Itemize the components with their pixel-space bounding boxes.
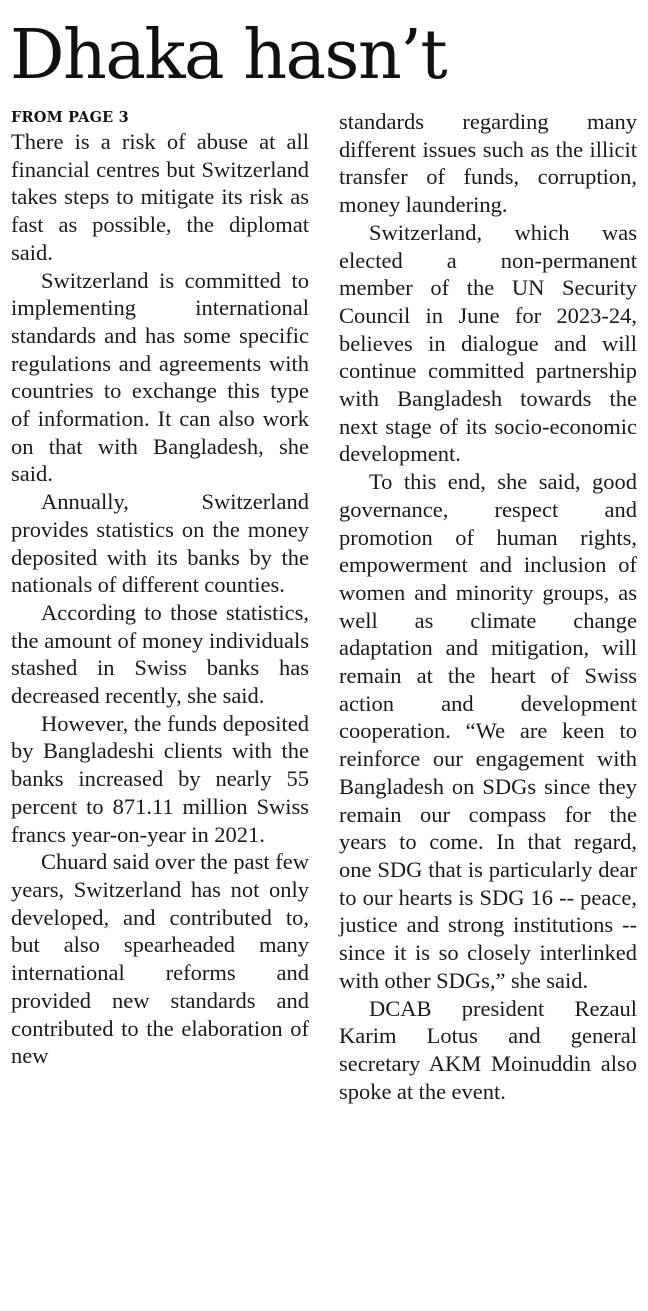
left-column bbox=[11, 108, 309, 1070]
body-paragraph: According to those statistics, the amount of money individuals stashed in Swiss banks has decreased recently, she said. bbox=[11, 599, 309, 709]
body-paragraph: DCAB president Rezaul Karim Lotus and general secretary AKM Moinuddin also spoke at the event. bbox=[339, 995, 637, 1104]
continuation-kicker: FROM PAGE 3 bbox=[11, 109, 129, 126]
body-paragraph: Annually, Switzerland provides statistics on the money deposited with its banks by the nationals of different counties. bbox=[11, 489, 309, 598]
body-paragraph: standards regarding many different issues such as the illicit transfer of funds, corruption, money laundering. bbox=[339, 109, 637, 218]
body-paragraph: However, the funds deposited by Bangladeshi clients with the banks increased by nearly 55 percent to 871.11 million Swiss francs year-on-year in 2021. bbox=[11, 710, 309, 847]
right-column bbox=[339, 108, 637, 1105]
body-paragraph: Chuard said over the past few years, Switzerland has not only developed, and contributed to, but also spearheaded many international reforms and provided new standards and contributed to the elaboration of new bbox=[11, 849, 309, 1069]
body-paragraph: Switzerland, which was elected a non-permanent member of the UN Security Council in June for 2023-24, believes in dialogue and will continue committed partnership with Bangladesh towards the next stage of its socio-economic development. bbox=[339, 219, 637, 467]
body-paragraph: Switzerland is committed to implementing international standards and has some specific regulations and agreements with countries to exchange this type of information. It can also work on that with Bangladesh, she said. bbox=[11, 267, 309, 487]
body-paragraph: There is a risk of abuse at all financial centres but Switzerland takes steps to mitigate its risk as fast as possible, the diplomat said. bbox=[11, 129, 309, 265]
headline: Dhaka hasn’t bbox=[10, 16, 447, 95]
body-paragraph: To this end, she said, good governance, respect and promotion of human rights, empowerment and inclusion of women and minority groups, as well as climate change adaptation and mitigation, will remain at the heart of Swiss action and development cooperation. “We are keen to reinforce our engagement with Bangladesh on SDGs since they remain our compass for the years to come. In that regard, one SDG that is particularly dear to our hearts is SDG 16 -- peace, justice and strong institutions -- since it is so closely interlinked with other SDGs,” she said. bbox=[339, 469, 637, 993]
